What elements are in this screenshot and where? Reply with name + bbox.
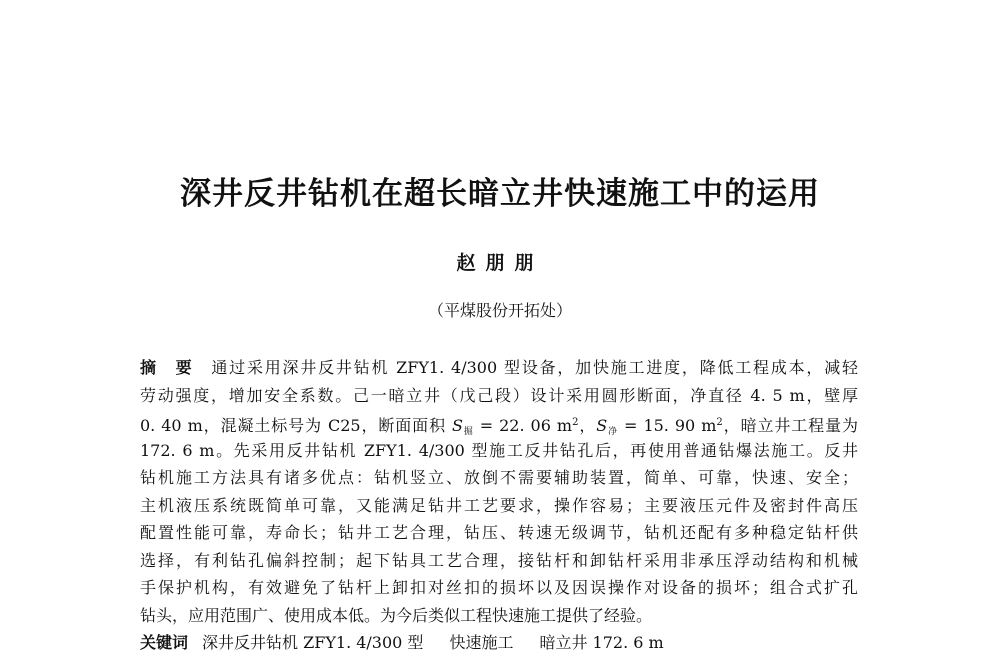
abstract-line: 配置性能可靠，寿命长；钻井工艺合理，钻压、转速无级调节，钻机还配有多种稳定钻杆供 (140, 523, 858, 542)
keyword-item: 深井反井钻机 ZFY1. 4/300 型 (202, 633, 424, 652)
area-subscript: 净 (607, 427, 619, 437)
abstract-text: 0. 40 m，混凝土标号为 C25，断面面积 (140, 416, 452, 435)
abstract-line: 172. 6 m。先采用反井钻机 ZFY1. 4/300 型施工反井钻孔后，再使用普通钻爆法施工。反井 (140, 440, 858, 460)
author-affiliation: （平煤股份开拓处） (427, 301, 572, 320)
abstract-line: 选择，有利钻孔偏斜控制；起下钻具工艺合理，接钻杆和卸钻杆采用非承压浮动结构和机械 (140, 550, 858, 570)
abstract-line: 钻机施工方法具有诸多优点：钻机竖立、放倒不需要辅助装置，简单、可靠，快速、安全； (140, 468, 858, 487)
keyword-item: 暗立井 172. 6 m (539, 633, 664, 652)
keywords-label: 关键词 (140, 633, 189, 652)
abstract-text: 通过采用深井反井钻机 ZFY1. 4/300 型设备，加快施工进度，降低工程成本，减轻 (211, 358, 858, 377)
abstract-line: 钻头，应用范围广、使用成本低。为今后类似工程快速施工提供了经验。 (140, 605, 653, 625)
unit-exponent: 2 (572, 417, 579, 428)
abstract-line: 主机液压系统既简单可靠，又能满足钻井工艺要求，操作容易；主要液压元件及密封件高压 (140, 495, 858, 515)
area-symbol: S (596, 416, 608, 435)
keyword-item: 快速施工 (449, 633, 514, 652)
abstract-text: = 15. 90 m (618, 416, 717, 435)
abstract-line: 劳动强度，增加安全系数。己一暗立井（戊己段）设计采用圆形断面，净直径 4. 5 m，壁厚 (140, 385, 858, 405)
area-symbol: S (451, 416, 463, 435)
abstract-label: 摘 要 (140, 358, 194, 377)
abstract-text: ，暗立井工程量为 (722, 416, 858, 435)
area-subscript: 掘 (462, 427, 474, 437)
keywords-line (140, 629, 858, 657)
abstract-line (140, 354, 858, 382)
unit-exponent: 2 (716, 417, 723, 428)
abstract-line: 手保护机构，有效避免了钻杆上卸扣对丝扣的损坏以及因误操作对设备的损坏；组合式扩孔 (140, 578, 858, 597)
abstract-line (140, 409, 858, 437)
author-name: 赵朋朋 (456, 252, 544, 274)
paper-title: 深井反井钻机在超长暗立井快速施工中的运用 (180, 176, 820, 212)
abstract-text: ， (578, 416, 597, 435)
abstract-text: = 22. 06 m (473, 416, 573, 435)
abstract-section (140, 354, 858, 657)
